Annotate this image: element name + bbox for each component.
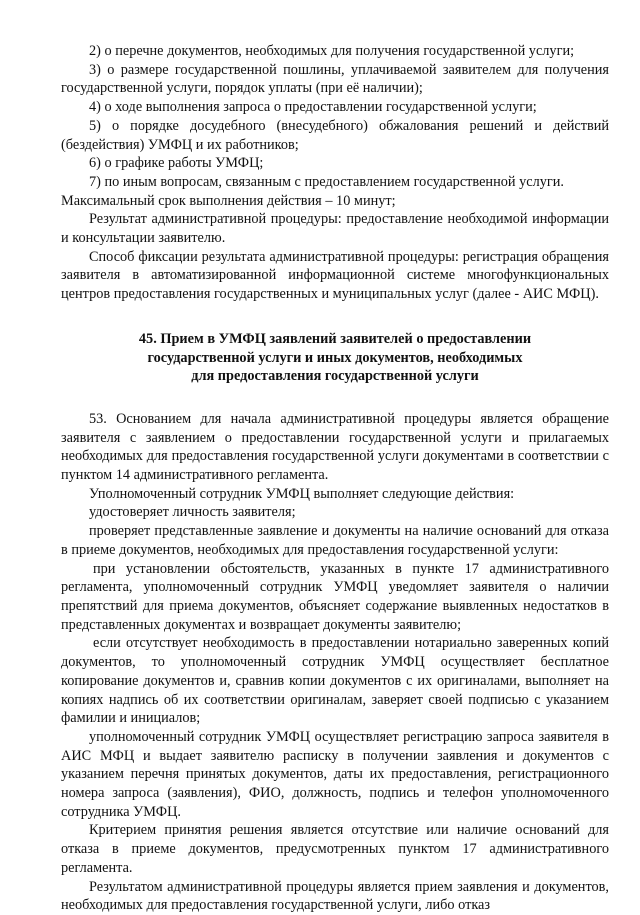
paragraph: 7) по иным вопросам, связанным с предоставлением государственной услуги. (89, 173, 564, 190)
paragraph: 2) о перечне документов, необходимых для получения государственной услуги; (89, 43, 575, 59)
paragraph: 4) о ходе выполнения запроса о предоставлении государственной услуги; (89, 99, 537, 116)
paragraph: проверяет представленные заявление и документы на наличие оснований для отказа в приеме документов, необходимых для предоставления государственной услуги: (61, 523, 609, 558)
paragraph: Результатом административной процедуры является прием заявления и документов, необходимых для предоставления государственной услуги, либо отказ (61, 878, 609, 914)
section-heading-line: 45. Прием в УМФЦ заявлений заявителей о предоставлении (138, 330, 532, 347)
section-heading-line: для предоставления государственной услуги (191, 368, 479, 385)
paragraph: Максимальный срок выполнения действия – 10 минут; (61, 192, 396, 209)
paragraph: при установлении обстоятельств, указанных в пункте 17 административного регламента, уполномоченный сотрудник УМФЦ уведомляет заявителя о наличии препятствий для приема документов, объясняет содержание выявленных недостатков в представленных документах и возвращает документы заявителю; (61, 560, 609, 633)
paragraph: Результат административной процедуры: предоставление необходимой информации и консультации заявителю. (61, 211, 609, 247)
paragraph: 6) о графике работы УМФЦ; (89, 155, 264, 172)
paragraph: 5) о порядке досудебного (внесудебного) обжалования решений и действий (бездействия) УМФЦ и их работников; (61, 117, 609, 153)
paragraph: 3) о размере государственной пошлины, уплачиваемой заявителем для получения государственной услуги, порядок уплаты (при её наличии); (61, 61, 609, 97)
paragraph: Способ фиксации результата административной процедуры: регистрация обращения заявителя в автоматизированной информационной системе многофункциональных центров предоставления государственных и муниципальных услуг (далее - АИС МФЦ). (61, 248, 609, 303)
section-heading (61, 330, 609, 386)
document-page (61, 42, 609, 915)
paragraph: уполномоченный сотрудник УМФЦ осуществляет регистрацию запроса заявителя в АИС МФЦ и выдает заявителю расписку в получении заявления и документов с указанием перечня принятых документов, даты их предоставления, регистрационного номера запроса (заявления), ФИО, должность, подпись и телефон уполномоченного сотрудника УМФЦ. (61, 728, 609, 820)
paragraph: если отсутствует необходимость в предоставлении нотариально заверенных копий документов, то уполномоченный сотрудник УМФЦ осуществляет бесплатное копирование документов и, сравнив копии документов с их оригиналами, выполняет на копиях надпись об их соответствии оригиналам, заверяет своей подписью с указанием фамилии и инициалов; (61, 635, 609, 727)
paragraph: 53. Основанием для начала административной процедуры является обращение заявителя с заявлением о предоставлении государственной услуги и прилагаемых необходимых для предоставления государственной услуги документами в соответствии с пунктом 14 административного регламента. (61, 410, 609, 484)
paragraph: Критерием принятия решения является отсутствие или наличие оснований для отказа в приеме документов, предусмотренных пунктом 17 административного регламента. (61, 822, 609, 876)
section-heading-line: государственной услуги и иных документов, необходимых (147, 349, 523, 366)
paragraph: Уполномоченный сотрудник УМФЦ выполняет следующие действия: (89, 485, 515, 502)
paragraph: удостоверяет личность заявителя; (89, 504, 296, 521)
